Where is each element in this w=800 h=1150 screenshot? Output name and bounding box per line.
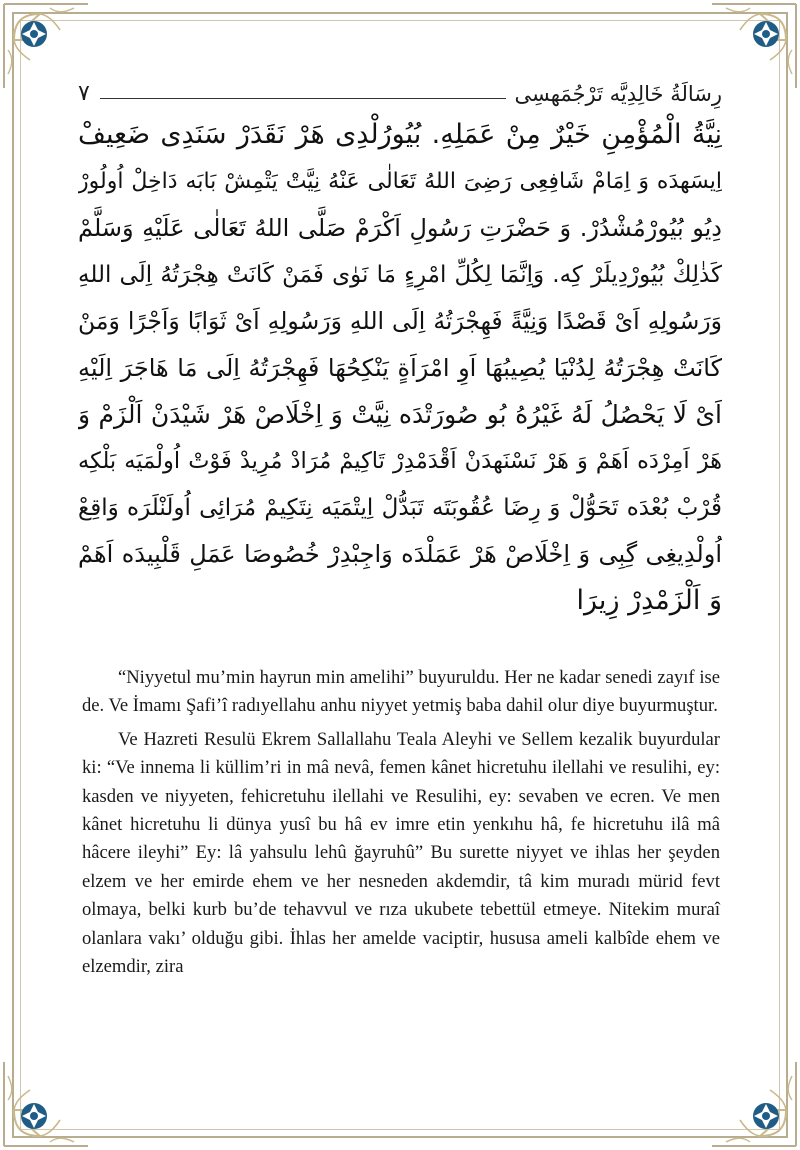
ottoman-line: كَذٰلِكْ بُيُورْدِيلَرْ كِه. وَاِنَّمَا لِكُلِّ امْرِءٍ مَا نَوٰى فَمَنْ كَانَتْ هِجْرَتُهُ اِلَى اللهِ (78, 261, 722, 288)
ottoman-line: نِيَّةُ الْمُؤْمِنِ خَيْرٌ مِنْ عَمَلِهِ. بُيُورُلْدِى هَرْ نَقَدَرْ سَنَدِى ضَعِيفْ (78, 119, 722, 150)
running-head-title: رِسَالَةُ خَالِدِيَّه تَرْجُمَهسِى (514, 82, 722, 106)
translation-block (82, 664, 720, 986)
ottoman-line: وَرَسُولِهِ اَىْ قَصْدًا وَنِيَّةً فَهِجْرَتُهُ اِلَى اللهِ وَرَسُولِهِ اَىْ ثَوَابًا وَاَجْرًا وَمَنْ (78, 307, 722, 336)
running-head-rule (100, 98, 507, 99)
ottoman-line: اِيسَهدَه وَ اِمَامْ شَافِعِى رَضِىَ اللهُ تَعَالٰى عَنْهُ نِيَّتْ يَتْمِشْ بَابَه دَاخِلْ اُولُورْ (78, 168, 722, 194)
ottoman-line: اَىْ لَا يَحْصُلُ لَهُ غَيْرُهُ بُو صُورَتْدَه نِيَّتْ وَ اِخْلَاصْ هَرْ شَيْدَنْ اَلْزَمْ وَ (78, 399, 722, 429)
translation-paragraph: “Niyyetul mu’min hayrun min amelihi” buyuruldu. Her ne kadar senedi zayıf ise de. Ve İmamı Şafi’î radıyellahu anhu niyyet yetmiş baba dahil olur diye buyurmuştur. (82, 667, 720, 717)
corner-ornament-bottom-left (0, 1058, 92, 1150)
ottoman-line: اُولْدِيغِى گِبِى وَ اِخْلَاصْ هَرْ عَمَلْدَه وَاجِبْدِرْ خُصُوصَا عَمَلِ قَلْبِيدَه اَهَمْ (78, 540, 722, 569)
ottoman-line: وَ اَلْزَمْدِرْ زِيرَا (576, 584, 722, 616)
translation-paragraph: Ve Hazreti Resulü Ekrem Sallallahu Teala Aleyhi ve Sellem kezalik buyurdular ki: “Ve innema li küllim’ri in mâ nevâ, femen kânet hicretuhu ilellahi ve resulihi, ey: kasden ve niyyeten, fehicretuhu ilellahi ve Resulihi, ey: sevaben ve ecren. Ve men kânet hicretuhu li dünya yusî bu hâ ev imre etin yenkıhu hâ, fe hicretuhu ilâ mâ hâcere ileyhi” Ey: lâ yahsulu lehû ğayruhû” Bu surette niyyet ve ihlas her şeyden elzem ve her emirde ehem ve her nesneden akdemdir, tâ kim muradı mürid fevt olmaya, belki kurb bu’de tehavvul ve rıza ukubete tebettül etmeye. Nitekim muraî olanlara vakı’ olduğu gibi. İhlas her amelde vaciptir, hususa ameli kalbîde ehem ve elzemdir, zira (82, 728, 720, 978)
ottoman-text-block (78, 112, 722, 625)
ottoman-line: هَرْ اَمِرْدَه اَهَمْ وَ هَرْ نَسْنَهدَنْ اَقْدَمْدِرْ تَاكِيمْ مُرَادْ مُرِيدْ فَوْتْ اُولْمَيَه بَلْكِه (78, 448, 722, 475)
page-number: ٧ (78, 81, 90, 106)
ottoman-line: قُرْبْ بُعْدَه تَحَوُّلْ وَ رِضَا عُقُوبَتَه تَبَدُّلْ اِيتْمَيَه نِتَكِيمْ مُرَائِى اُولَنْلَرَه وَاقِعْ (78, 494, 722, 521)
ottoman-line: كَانَتْ هِجْرَتُهُ لِدُنْيَا يُصِيبُهَا اَوِ امْرَاَةٍ يَنْكِحُهَا فَهِجْرَتُهُ اِلَى مَا هَاجَرَ اِلَيْهِ (78, 353, 722, 382)
running-head (78, 72, 722, 106)
ottoman-line: دِيُو بُيُورْمُشْدُرْ. وَ حَضْرَتِ رَسُولِ اَكْرَمْ صَلَّى اللهُ تَعَالٰى عَلَيْهِ وَسَلَّمْ (78, 214, 722, 243)
corner-ornament-bottom-right (708, 1058, 800, 1150)
